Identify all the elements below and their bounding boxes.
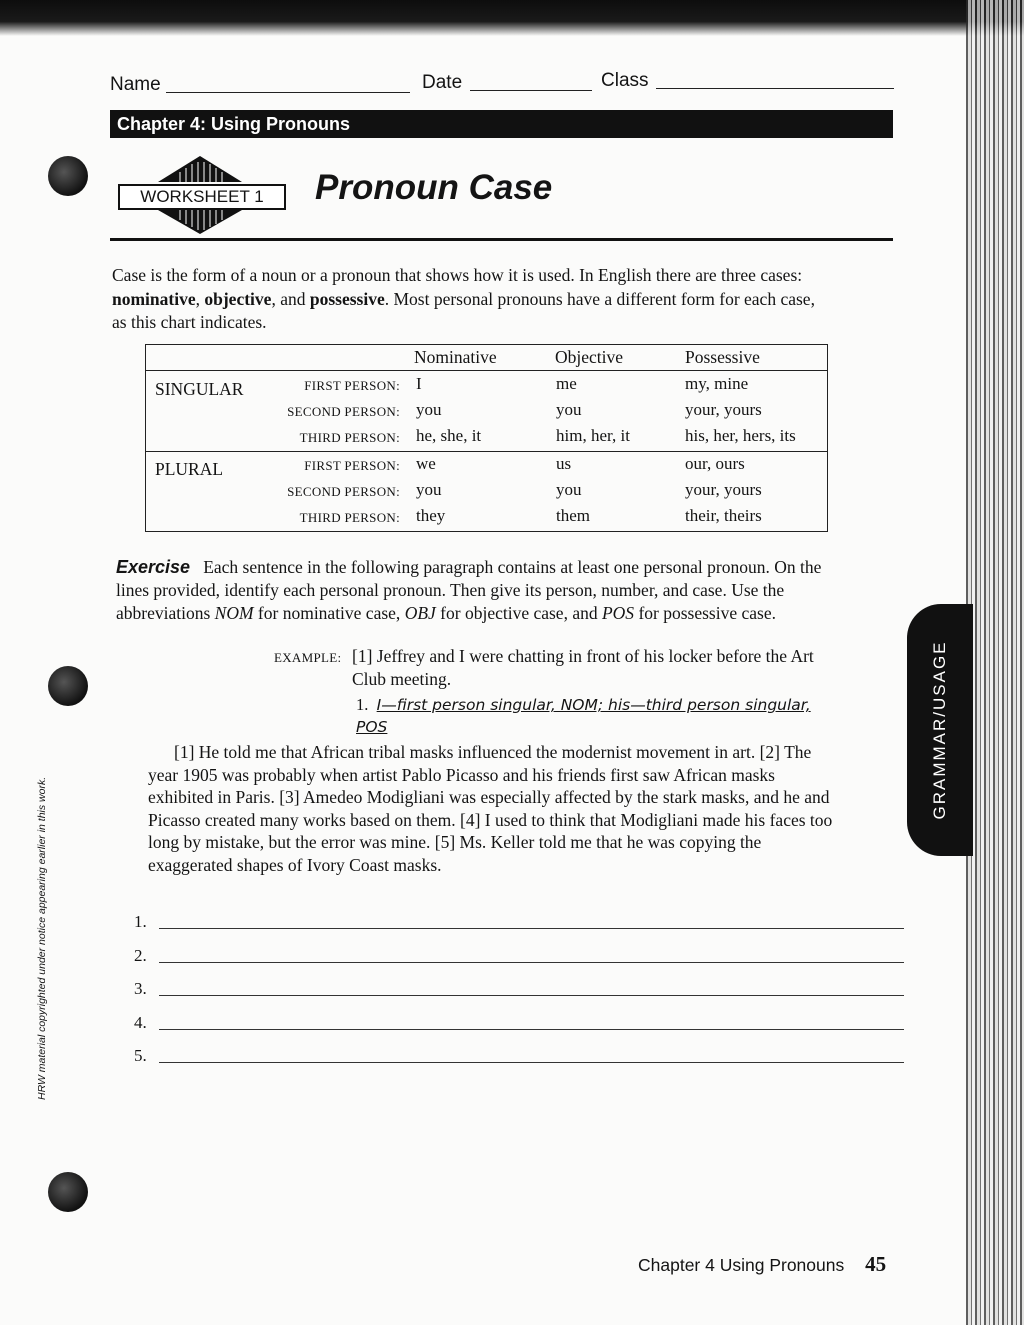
group-label-plural: PLURAL [155,459,224,479]
chart-cell-nom: he, she, it [416,426,482,445]
exercise-text: Each sentence in the following paragraph contains at least one personal pronoun. On the lines provided, identify each personal pronoun. Then give its person, number, and case. Use the abbreviations [116,557,822,623]
name-field[interactable] [166,92,410,93]
chart-cell-person: FIRST PERSON: [304,378,400,393]
abbr-pos: POS [601,603,635,623]
chart-group-divider [146,451,827,452]
worksheet-badge [114,154,286,234]
abbr-nom: NOM [214,603,254,623]
exercise-text: for objective case, and [435,603,602,623]
page-number: 45 [865,1252,887,1276]
exercise-text: for possessive case. [634,603,776,623]
chart-cell-obj: you [556,400,582,419]
chart-cell-nom: they [416,506,446,525]
chart-cell-person: THIRD PERSON: [299,510,400,525]
column-header-possessive: Possessive [685,347,760,367]
title-divider [110,238,893,241]
chart-cell-person: THIRD PERSON: [299,430,400,445]
chart-cell-pos: his, her, hers, its [685,426,796,445]
example-answer-number: 1. [356,695,369,714]
chart-cell-pos: my, mine [685,374,749,393]
class-label: Class [601,70,649,91]
intro-paragraph [112,264,832,335]
example-sentence: [1] Jeffrey and I were chatting in front of his locker before the Art Club meeting. [352,646,814,689]
chart-cell-nom: we [416,454,436,473]
answer-line[interactable] [134,979,904,1003]
chart-cell-obj: him, her, it [556,426,630,445]
side-tab-label: GRAMMAR/USAGE [930,640,949,820]
answer-line-rule[interactable] [159,928,904,929]
answer-line[interactable] [134,1013,904,1037]
chart-header-divider [146,370,827,371]
pronoun-case-chart [145,344,828,532]
chart-cell-nom: you [416,480,442,499]
example-answer [356,694,826,738]
column-header-objective: Objective [555,347,624,367]
chapter-title: Chapter 4: Using Pronouns [117,114,351,134]
answer-line-number: 1. [134,912,147,931]
answer-line-number: 5. [134,1046,147,1065]
intro-term-objective: objective [204,288,272,309]
chart-cell-obj: us [556,454,572,473]
exercise-instructions [116,556,836,625]
chart-cell-nom: I [416,374,422,393]
footer-chapter: Chapter 4 Using Pronouns [638,1255,845,1275]
answer-line-number: 3. [134,979,147,998]
name-date-class-row [110,70,895,96]
answer-line-rule[interactable] [159,1062,904,1063]
chart-cell-pos: your, yours [685,400,762,419]
exercise-text: for nominative case, [253,603,405,623]
answer-line-number: 2. [134,945,147,965]
example-label: EXAMPLE: [274,650,342,665]
chapter-bar [110,110,893,138]
group-label-singular: SINGULAR [155,379,244,399]
page-footer [638,1252,886,1277]
answer-line[interactable] [134,946,904,970]
exercise-heading: Exercise [116,557,191,577]
intro-text: . Most personal pronouns have a different form for each case, as this chart indicates. [112,288,815,332]
chart-cell-person: SECOND PERSON: [287,484,400,499]
chart-cell-person: FIRST PERSON: [304,458,400,473]
chart-cell-pos: their, theirs [685,506,762,525]
name-label: Name [110,74,161,95]
chart-cell-obj: you [556,480,582,499]
date-label: Date [422,72,463,93]
scan-binding-edge [966,0,1024,1325]
copyright-note: HRW material copyrighted under notice appearing earlier in this work. [36,776,48,1100]
scan-shadow-top [0,0,1024,36]
intro-separator: , and [271,288,310,309]
punch-hole [48,156,88,196]
example-answer-text: I—first person singular, NOM; his—third person singular, POS [356,696,811,736]
chart-cell-person: SECOND PERSON: [287,404,400,419]
worksheet-label: WORKSHEET 1 [118,184,286,210]
answer-line-rule[interactable] [159,995,904,996]
punch-hole [48,1172,88,1212]
answer-line[interactable] [134,912,904,936]
section-side-tab [907,604,973,856]
class-field[interactable] [656,88,894,89]
chart-cell-nom: you [416,400,442,419]
intro-separator: , [195,288,205,309]
exercise-paragraph: [1] He told me that African tribal masks influenced the modernist movement in art. [2] The year 1905 was probably when artist Pablo Picasso and his friends first saw African masks exhibited in Paris. [3] Amedeo Modigliani was especially affected by the stark masks, and he and Picasso created many works based on them. [4] I used to think that Modigliani made his faces too long by mistake, but the error was mine. [5] Ms. Keller told me that he was copying the exaggerated shapes of Ivory Coast masks. [148,742,833,875]
chart-cell-pos: your, yours [685,480,762,499]
intro-term-possessive: possessive [309,288,385,309]
answer-line-rule[interactable] [159,962,904,963]
answer-line-number: 4. [134,1012,147,1032]
answer-line[interactable] [134,1046,904,1070]
intro-text: Case is the form of a noun or a pronoun that shows how it is used. In English there are three cases: [112,265,803,285]
chart-cell-pos: our, ours [685,454,745,473]
chart-cell-obj: me [556,374,577,393]
punch-hole [48,666,88,706]
page-title: Pronoun Case [315,168,553,207]
intro-term-nominative: nominative [112,288,196,309]
column-header-nominative: Nominative [414,347,497,367]
chart-cell-obj: them [556,506,590,525]
answer-line-rule[interactable] [159,1029,904,1030]
date-field[interactable] [470,90,592,91]
abbr-obj: OBJ [404,603,436,623]
